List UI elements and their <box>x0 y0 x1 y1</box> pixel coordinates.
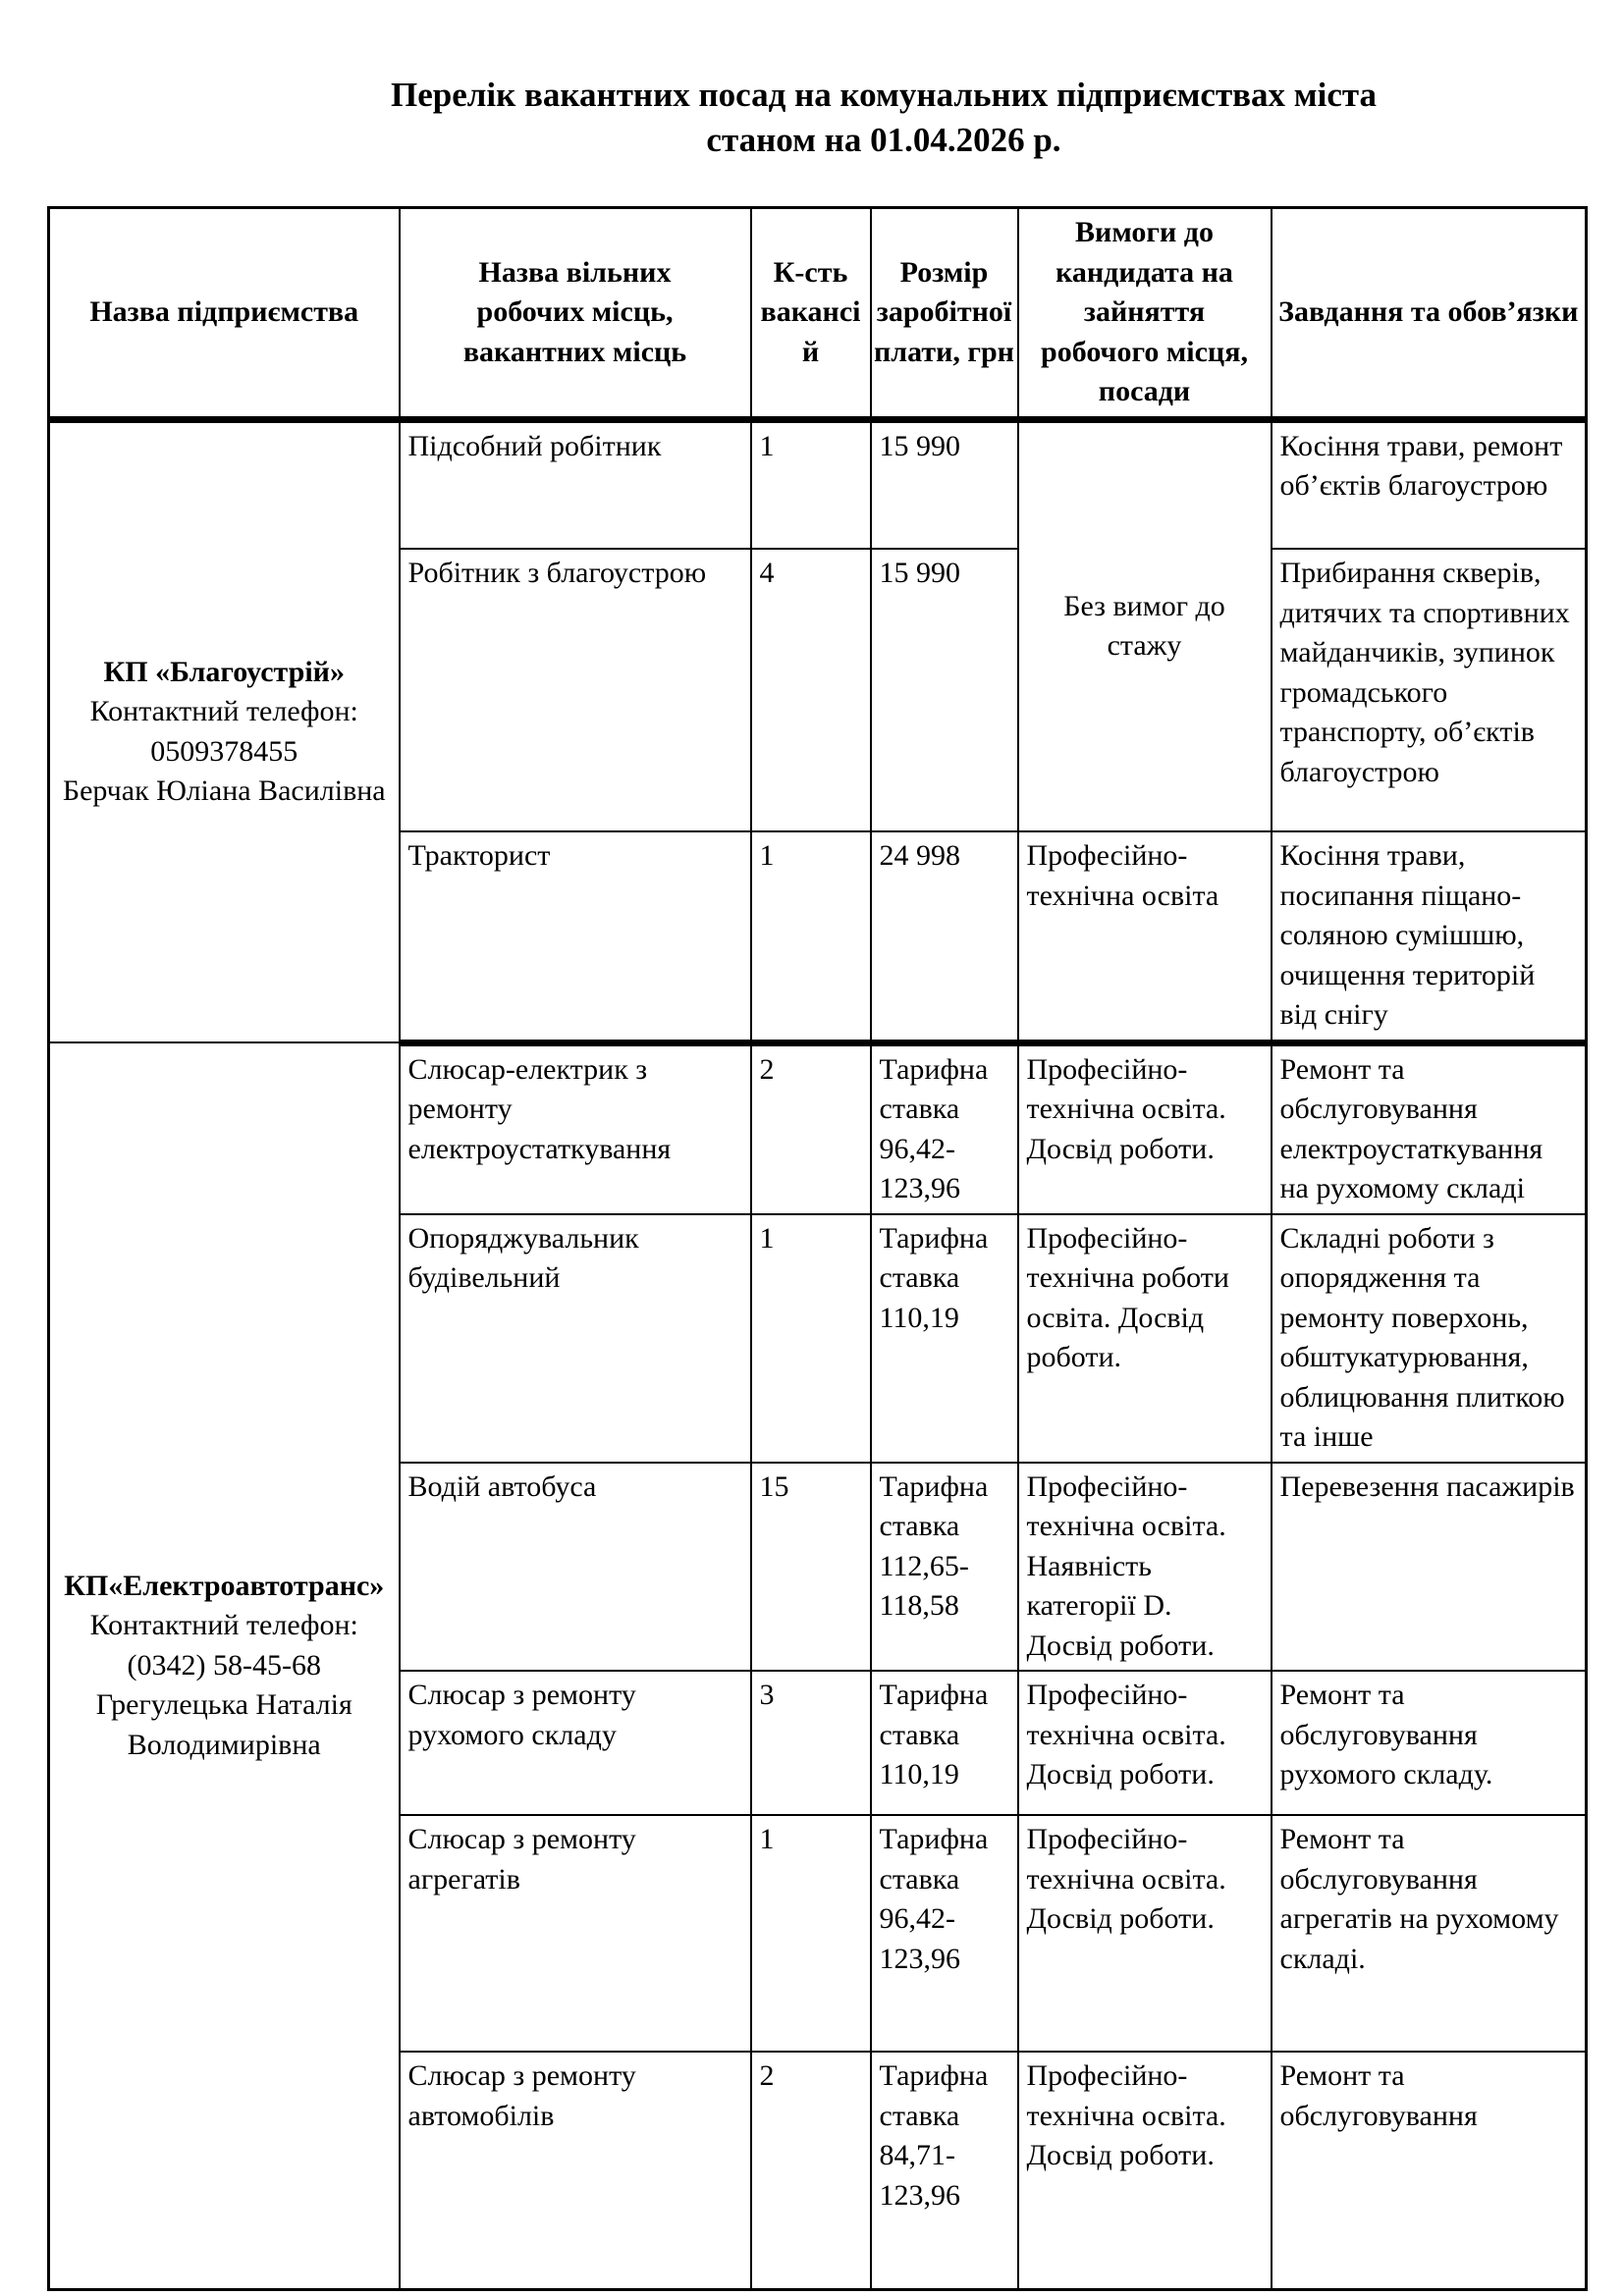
table-row <box>49 1042 1587 1214</box>
company-name: КП«Електроавтотранс» <box>64 1569 385 1602</box>
document-title <box>216 73 1551 162</box>
cell-duties: Ремонт та обслуговування електроустаткування на рухомому складі <box>1272 1042 1587 1214</box>
header-salary: Розмір заробітної плати, грн <box>871 208 1018 420</box>
cell-salary: Тарифна ставка 84,71-123,96 <box>871 2052 1018 2289</box>
cell-requirements: Професійно-технічна освіта. Наявність категорії D. Досвід роботи. <box>1018 1463 1272 1672</box>
cell-requirements: Професійно-технічна роботи освіта. Досвід роботи. <box>1018 1214 1272 1463</box>
cell-requirements: Професійно-технічна освіта. Досвід роботи. <box>1018 1042 1272 1214</box>
cell-duties: Ремонт та обслуговування <box>1272 2052 1587 2289</box>
company-name: КП «Благоустрій» <box>103 655 345 688</box>
cell-vacancy: Підсобний робітник <box>400 419 751 549</box>
cell-salary: 15 990 <box>871 419 1018 549</box>
cell-duties: Складні роботи з опорядження та ремонту поверхонь, обштукатурювання, облицювання плиткою та інше <box>1272 1214 1587 1463</box>
header-count: К-сть вакансій <box>751 208 871 420</box>
cell-duties: Ремонт та обслуговування рухомого складу. <box>1272 1671 1587 1815</box>
company-person: Грегулецька Наталія Володимирівна <box>95 1688 352 1761</box>
cell-count: 1 <box>751 1815 871 2052</box>
company-cell-elektroavtotrans <box>49 1042 400 2289</box>
cell-vacancy: Слюсар з ремонту агрегатів <box>400 1815 751 2052</box>
header-company: Назва підприємства <box>49 208 400 420</box>
cell-count: 4 <box>751 549 871 831</box>
table-header-row <box>49 208 1587 420</box>
cell-salary: Тарифна ставка 110,19 <box>871 1671 1018 1815</box>
cell-salary: Тарифна ставка 96,42-123,96 <box>871 1042 1018 1214</box>
company-contact-label: Контактний телефон: <box>89 1609 358 1641</box>
cell-count: 3 <box>751 1671 871 1815</box>
cell-vacancy: Робітник з благоустрою <box>400 549 751 831</box>
header-duties: Завдання та обов’язки <box>1272 208 1587 420</box>
cell-count: 2 <box>751 1042 871 1214</box>
cell-vacancy: Слюсар з ремонту автомобілів <box>400 2052 751 2289</box>
cell-count: 1 <box>751 419 871 549</box>
company-cell-blahoustrii <box>49 419 400 1042</box>
cell-vacancy: Водій автобуса <box>400 1463 751 1672</box>
company-person: Берчак Юліана Василівна <box>62 774 386 808</box>
cell-salary: Тарифна ставка 112,65-118,58 <box>871 1463 1018 1672</box>
cell-duties: Прибирання скверів, дитячих та спортивних майданчиків, зупинок громадського транспорту, об’єктів благоустрою <box>1272 549 1587 831</box>
table-row <box>49 419 1587 549</box>
cell-requirements: Без вимог до стажу <box>1018 419 1272 831</box>
cell-duties: Ремонт та обслуговування агрегатів на рухомому складі. <box>1272 1815 1587 2052</box>
company-phone: (0342) 58-45-68 <box>127 1648 321 1682</box>
cell-count: 15 <box>751 1463 871 1672</box>
cell-vacancy: Слюсар-електрик з ремонту електроустаткування <box>400 1042 751 1214</box>
cell-requirements: Професійно-технічна освіта. Досвід роботи. <box>1018 1815 1272 2052</box>
header-requirements: Вимоги до кандидата на зайняття робочого місця, посади <box>1018 208 1272 420</box>
header-vacancy: Назва вільних робочих місць, вакантних місць <box>400 208 751 420</box>
cell-duties: Косіння трави, посипання піщано-соляною сумішшю, очищення територій від снігу <box>1272 831 1587 1042</box>
cell-vacancy: Тракторист <box>400 831 751 1042</box>
title-line-1: Перелік вакантних посад на комунальних підприємствах міста <box>390 76 1378 114</box>
vacancies-table <box>47 206 1588 2291</box>
cell-requirements: Професійно-технічна освіта. Досвід роботи. <box>1018 1671 1272 1815</box>
title-line-2: станом на 01.04.2026 р. <box>706 120 1061 159</box>
company-contact-label: Контактний телефон: <box>89 695 358 728</box>
cell-vacancy: Слюсар з ремонту рухомого складу <box>400 1671 751 1815</box>
company-phone: 0509378455 <box>150 734 298 768</box>
cell-duties: Перевезення пасажирів <box>1272 1463 1587 1672</box>
cell-count: 2 <box>751 2052 871 2289</box>
cell-requirements: Професійно-технічна освіта. Досвід роботи. <box>1018 2052 1272 2289</box>
cell-salary: Тарифна ставка 110,19 <box>871 1214 1018 1463</box>
cell-salary: 15 990 <box>871 549 1018 831</box>
cell-requirements: Професійно-технічна освіта <box>1018 831 1272 1042</box>
cell-salary: 24 998 <box>871 831 1018 1042</box>
cell-salary: Тарифна ставка 96,42-123,96 <box>871 1815 1018 2052</box>
cell-count: 1 <box>751 831 871 1042</box>
cell-vacancy: Опоряджувальник будівельний <box>400 1214 751 1463</box>
cell-count: 1 <box>751 1214 871 1463</box>
cell-duties: Косіння трави, ремонт об’єктів благоустрою <box>1272 419 1587 549</box>
